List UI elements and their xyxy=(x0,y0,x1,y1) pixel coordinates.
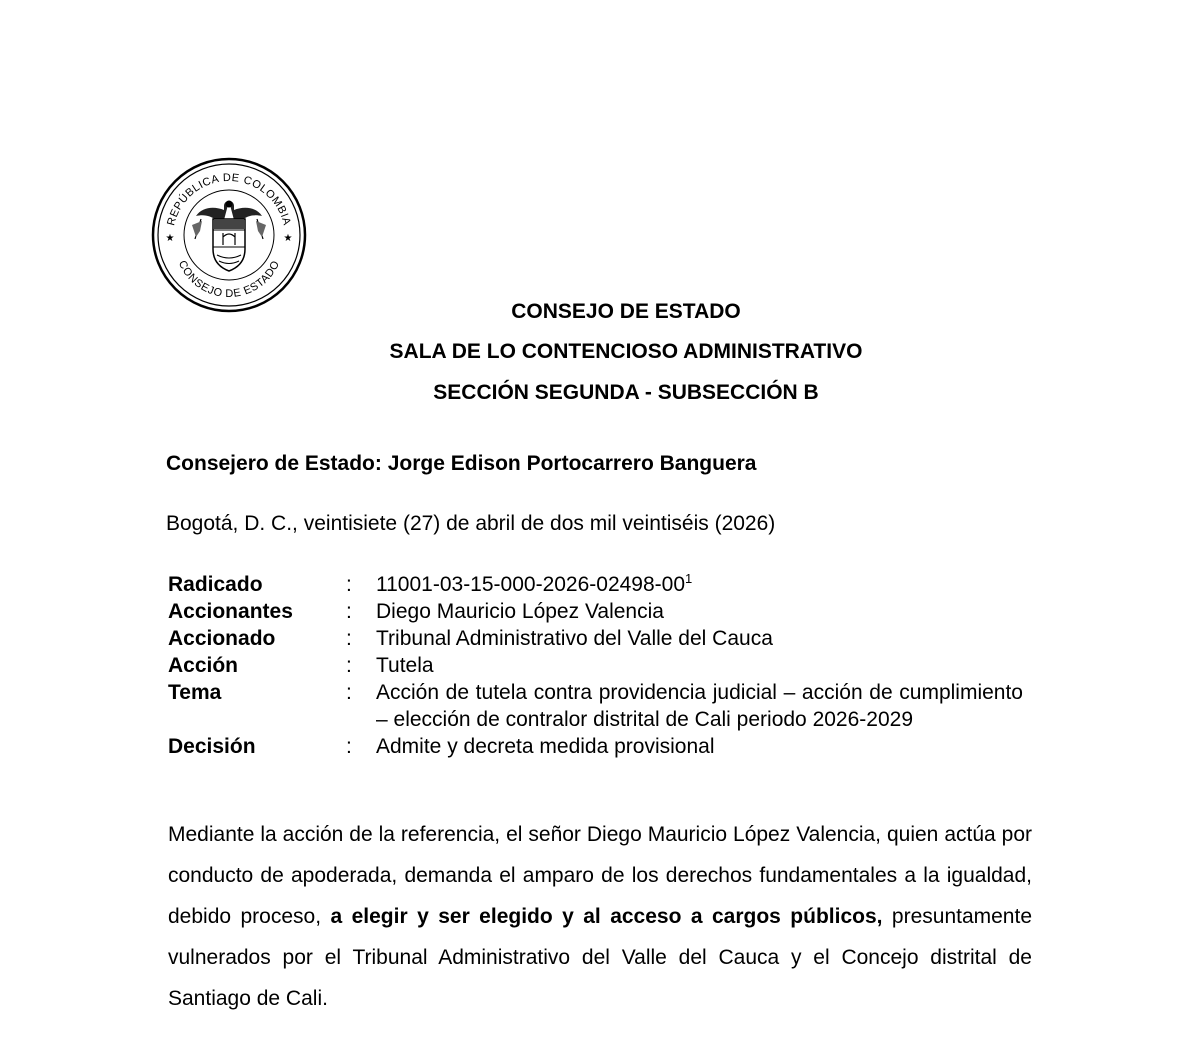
case-label: Acción xyxy=(168,654,239,677)
case-separator: : xyxy=(346,600,352,623)
case-value: Diego Mauricio López Valencia xyxy=(376,600,664,623)
case-row-radicado xyxy=(168,571,1028,598)
case-row-accionantes xyxy=(168,598,1028,625)
coat-of-arms-icon xyxy=(192,201,266,272)
chamber-heading: SALA DE LO CONTENCIOSO ADMINISTRATIVO xyxy=(389,340,863,363)
case-label: Tema xyxy=(168,681,222,704)
seal-bottom-text: CONSEJO DE ESTADO xyxy=(175,258,283,301)
case-separator: : xyxy=(346,735,352,758)
radicado-number: 11001-03-15-000-2026-02498-00 xyxy=(376,573,686,596)
case-separator: : xyxy=(346,627,352,650)
case-value: Admite y decreta medida provisional xyxy=(376,735,715,758)
case-value xyxy=(376,571,1023,598)
case-separator: : xyxy=(346,654,352,677)
case-row-accionado xyxy=(168,625,1028,652)
case-value: Tribunal Administrativo del Valle del Cauca xyxy=(376,627,773,650)
consejo-de-estado-seal xyxy=(151,157,307,313)
case-row-tema xyxy=(168,679,1028,733)
place-date-line: Bogotá, D. C., veintisiete (27) de abril de dos mil veintiséis (2026) xyxy=(166,512,776,535)
case-value: Acción de tutela contra providencia judicial – acción de cumplimiento – elección de contralor distrital de Cali periodo 2026-2029 xyxy=(376,681,1023,731)
case-label: Accionado xyxy=(168,627,276,650)
paragraph-text-start: Mediante la acción de la referencia, el señor Diego Mauricio López Valencia, quien actúa por conducto de apoderada, demanda el amparo de los derechos fundamentales a la igualdad, debido proceso, xyxy=(168,823,1032,928)
section-heading: SECCIÓN SEGUNDA - SUBSECCIÓN B xyxy=(433,381,819,404)
seal-star-right-icon: ★ xyxy=(283,233,293,244)
seal-star-left-icon: ★ xyxy=(165,233,175,244)
magistrate-line: Consejero de Estado: Jorge Edison Portocarrero Banguera xyxy=(166,452,757,475)
body-paragraph xyxy=(168,814,1032,1019)
case-details-table xyxy=(168,571,1028,760)
court-name-heading: CONSEJO DE ESTADO xyxy=(511,300,741,323)
case-separator: : xyxy=(346,573,352,596)
case-separator: : xyxy=(346,681,352,704)
paragraph-bold-text: a elegir y ser elegido y al acceso a cargos públicos, xyxy=(330,905,883,928)
paragraph-text-end: presuntamente vulnerados por el Tribunal Administrativo del Valle del Cauca y el Concejo distrital de Santiago de Cali. xyxy=(168,905,1032,1010)
case-row-accion xyxy=(168,652,1028,679)
case-row-decision xyxy=(168,733,1028,760)
case-label: Decisión xyxy=(168,735,256,758)
case-value: Tutela xyxy=(376,654,434,677)
case-label: Radicado xyxy=(168,573,263,596)
footnote-marker[interactable]: 1 xyxy=(685,571,693,586)
case-label: Accionantes xyxy=(168,600,293,623)
seal-top-text: REPÚBLICA DE COLOMBIA xyxy=(165,171,293,227)
